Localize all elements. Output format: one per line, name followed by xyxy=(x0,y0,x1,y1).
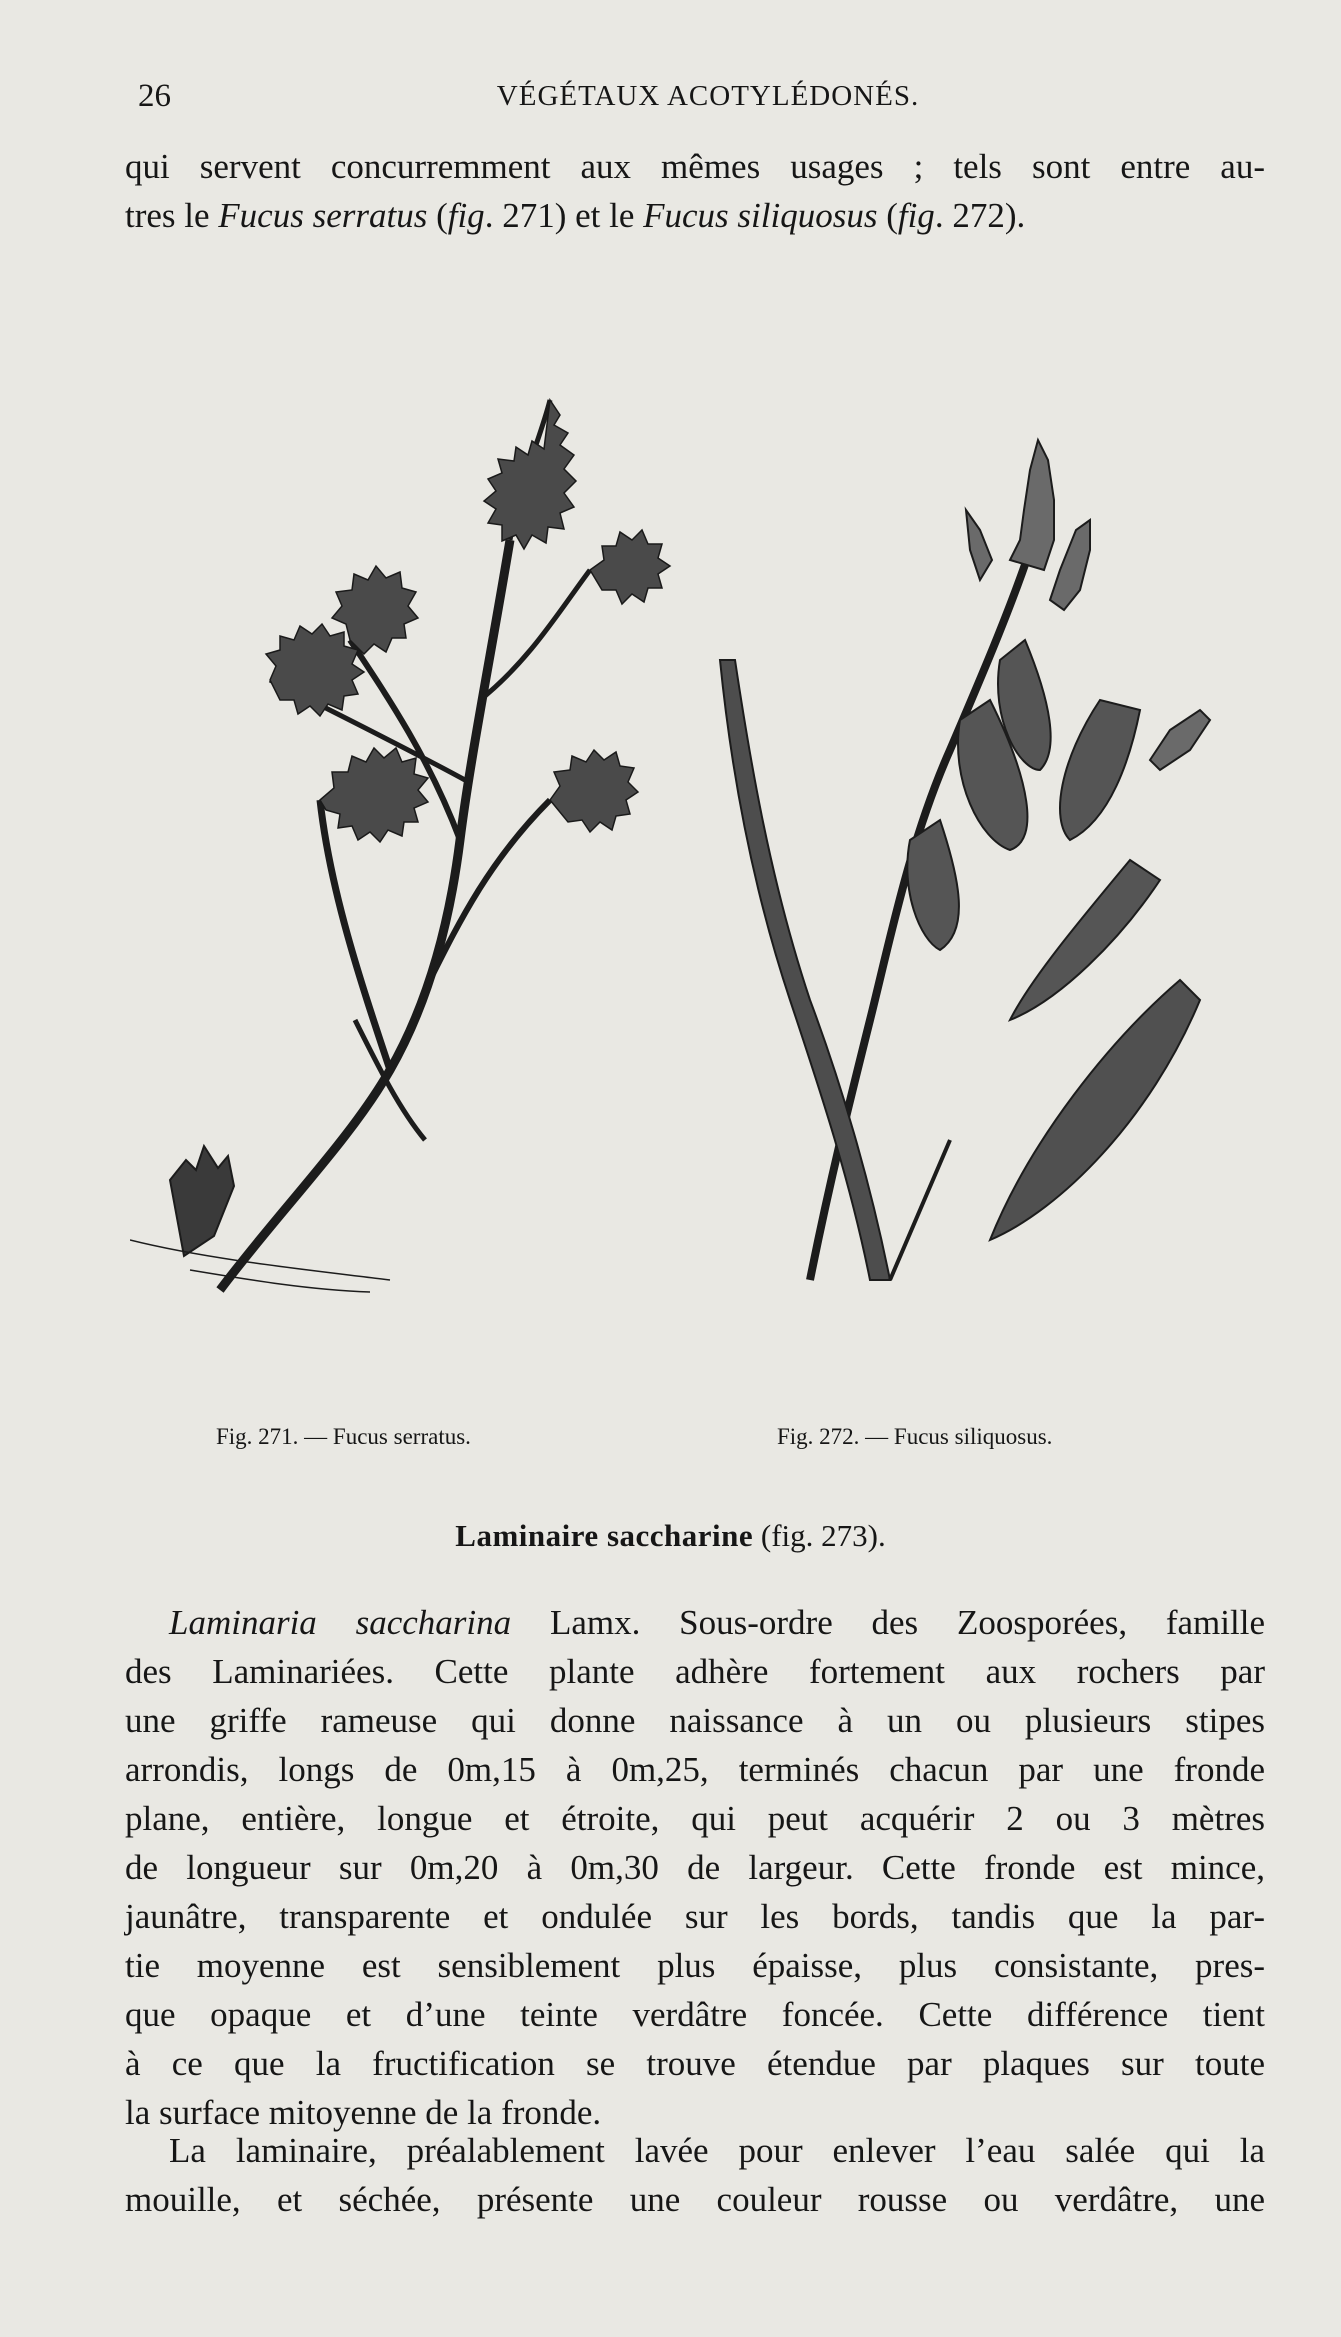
paragraph-line: plane, entière, longue et étroite, qui peut acquérir 2 ou 3 mètres xyxy=(125,1799,1265,1838)
figure-plate xyxy=(130,280,1270,1410)
fig-abbrev: fig xyxy=(447,196,485,235)
paragraph-line: La laminaire, préalablement lavée pour enlever l’eau salée qui la xyxy=(169,2131,1265,2170)
text-span: ( xyxy=(877,196,898,235)
paragraph-line xyxy=(125,1598,1265,1647)
figure-caption-271: Fig. 271. — Fucus serratus. xyxy=(216,1424,471,1449)
body-paragraph xyxy=(125,1598,1265,2137)
section-heading xyxy=(0,1518,1341,1554)
text-span: Lamx. Sous-ordre des Zoosporées, famille xyxy=(511,1603,1265,1642)
text-span: . 272). xyxy=(934,196,1026,235)
running-head: VÉGÉTAUX ACOTYLÉDONÉS. xyxy=(496,80,920,112)
species-name: Laminaria saccharina xyxy=(169,1603,512,1642)
paragraph-line: de longueur sur 0m,20 à 0m,30 de largeur. Cette fronde est mince, xyxy=(125,1848,1265,1887)
intro-line xyxy=(125,191,1265,240)
paragraph-line: des Laminariées. Cette plante adhère fortement aux rochers par xyxy=(125,1652,1265,1691)
text-span: . 271) et le xyxy=(484,196,644,235)
paragraph-line: mouille, et séchée, présente une couleur rousse ou verdâtre, une xyxy=(125,2180,1265,2219)
paragraph-line: que opaque et d’une teinte verdâtre foncée. Cette différence tient xyxy=(125,1995,1265,2034)
species-name: Fucus siliquosus xyxy=(643,196,878,235)
fucus-siliquosus-drawing xyxy=(720,440,1210,1280)
text-span: ( xyxy=(427,196,448,235)
intro-line: qui servent concurremment aux mêmes usages ; tels sont entre au- xyxy=(125,147,1265,186)
paragraph-line: la surface mitoyenne de la fronde. xyxy=(125,2093,602,2132)
species-name: Fucus serratus xyxy=(218,196,428,235)
paragraph-line: tie moyenne est sensiblement plus épaisse, plus consistante, pres- xyxy=(125,1946,1265,1985)
paragraph-line: une griffe rameuse qui donne naissance à un ou plusieurs stipes xyxy=(125,1701,1265,1740)
intro-paragraph xyxy=(125,142,1265,240)
section-figure-ref: (fig. 273). xyxy=(753,1518,886,1553)
paragraph-line: à ce que la fructification se trouve étendue par plaques sur toute xyxy=(125,2044,1265,2083)
fig-abbrev: fig xyxy=(897,196,935,235)
section-title: Laminaire saccharine xyxy=(455,1518,754,1553)
seaweed-illustrations xyxy=(130,280,1270,1410)
page-header xyxy=(138,78,1278,118)
paragraph-line: arrondis, longs de 0m,15 à 0m,25, terminés chacun par une fronde xyxy=(125,1750,1265,1789)
fucus-serratus-drawing xyxy=(130,400,670,1292)
figure-caption-272: Fig. 272. — Fucus siliquosus. xyxy=(777,1424,1053,1449)
text-span: tres le xyxy=(125,196,219,235)
page-number: 26 xyxy=(138,78,171,114)
body-paragraph xyxy=(125,2126,1265,2224)
paragraph-line: jaunâtre, transparente et ondulée sur les bords, tandis que la par- xyxy=(125,1897,1265,1936)
